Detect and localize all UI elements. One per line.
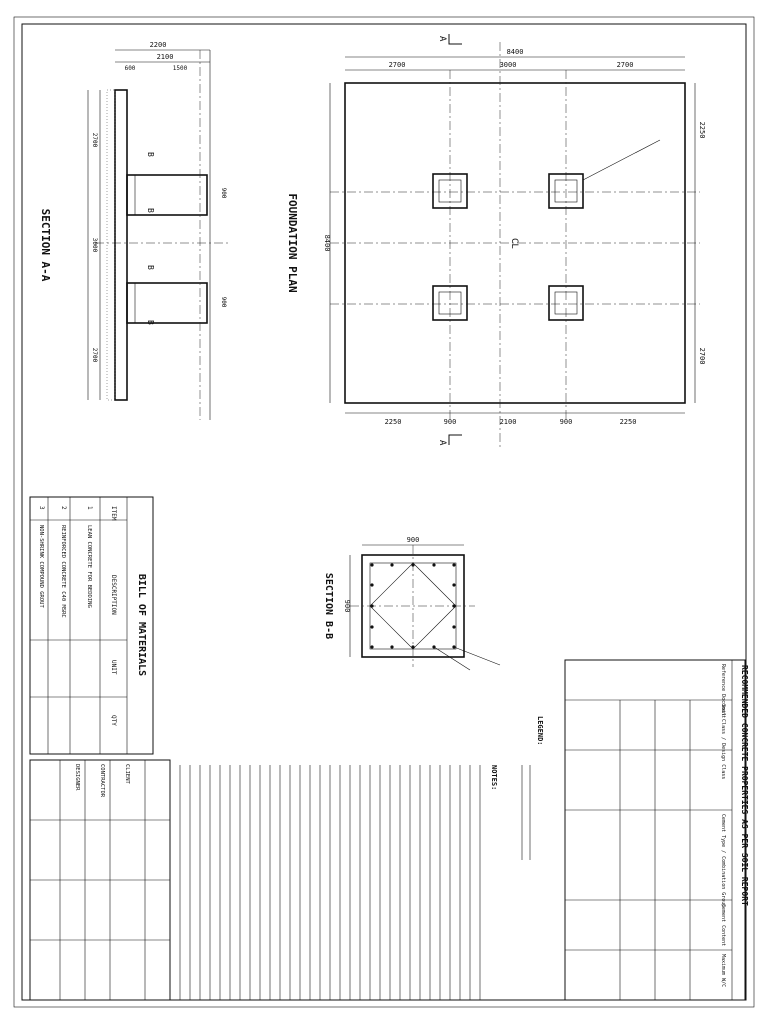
plan-centerline-label: CL — [509, 238, 519, 249]
soil-col-header: Reference Document — [720, 664, 726, 719]
soil-report-title: RECOMMENDED CONCRETE PROPERTIES AS PER SOIL REPORT — [740, 665, 749, 906]
section-aa-dim: 2700 — [91, 132, 98, 148]
bom-row-description: REINFORCED CONCRETE C40 MSRC — [60, 525, 66, 618]
bom-title: BILL OF MATERIALS — [136, 573, 147, 677]
bom-header-item: ITEM — [110, 506, 117, 521]
plan-bottom-dim: 2100 — [499, 418, 517, 426]
section-b-marker: B — [146, 265, 155, 270]
bom-row-description: LEAN CONCRETE FOR BEDDING — [86, 525, 92, 608]
bom-header-unit: UNIT — [110, 660, 117, 675]
section-bb — [323, 536, 500, 670]
plan-bottom-dim: 900 — [559, 418, 573, 426]
bom-row-item: 3 — [38, 506, 45, 510]
plan-overall-dim: 8400 — [506, 48, 524, 56]
section-aa-dim: 2700 — [91, 347, 98, 363]
pedestal-section — [127, 175, 207, 215]
base-slab — [115, 90, 127, 400]
section-aa-dim: 600 — [124, 65, 136, 72]
soil-report-table — [565, 660, 749, 1000]
bom-row-description: NON-SHRINK COMPOUND GROUT — [38, 525, 44, 608]
title-block — [30, 760, 170, 1000]
bom-row-item: 2 — [60, 506, 67, 510]
sheet-outer-border — [14, 17, 754, 1007]
section-bb-title: SECTION B-B — [323, 572, 334, 640]
notes-block — [180, 716, 544, 1000]
section-bb-dim: 900 — [406, 536, 420, 544]
section-b-marker: B — [146, 320, 155, 325]
notes-text-lines — [180, 765, 530, 1000]
title-block-designer-label: DESIGNER — [74, 764, 80, 791]
plan-top-dim: 2700 — [616, 61, 634, 69]
foundation-plan — [286, 34, 706, 450]
svg-text:A: A — [437, 36, 447, 42]
section-marker-a-top — [437, 34, 462, 44]
bom-row-item: 1 — [86, 506, 93, 510]
soil-col-header: Cement Type / Combination Group — [720, 814, 726, 908]
plan-top-dim: 2700 — [388, 61, 406, 69]
legend-heading: LEGEND: — [536, 716, 544, 746]
plan-bottom-dim: 900 — [443, 418, 457, 426]
section-aa-dim: 2100 — [156, 53, 174, 61]
section-aa-dim: 1500 — [172, 65, 188, 72]
section-aa-title: SECTION A-A — [39, 208, 52, 282]
section-aa-dim: 3000 — [91, 237, 98, 253]
section-bb-dim: 900 — [343, 599, 351, 613]
plan-right-dim: 2700 — [698, 347, 706, 365]
section-aa-dim: 900 — [220, 187, 227, 199]
sheet-inner-border — [22, 24, 746, 1000]
soil-col-header: Maximum W/C — [720, 954, 726, 988]
plan-bottom-dim: 2250 — [619, 418, 637, 426]
soil-col-header: Cement Content — [720, 904, 726, 947]
pedestal-section — [127, 283, 207, 323]
svg-text:A: A — [437, 440, 447, 446]
plan-right-dim: 2250 — [698, 121, 706, 139]
section-aa — [39, 41, 230, 420]
plan-bottom-dim: 2250 — [384, 418, 402, 426]
bom-header-qty: QTY — [110, 715, 117, 726]
plan-left-dim: 8400 — [323, 234, 331, 252]
section-aa-dim: 900 — [220, 296, 227, 308]
section-marker-a-bottom — [437, 435, 462, 446]
soil-col-header: Soil Class / Design Class — [720, 704, 726, 780]
section-b-marker: B — [146, 152, 155, 157]
title-block-client-label: CLIENT — [124, 764, 130, 784]
section-b-marker: B — [146, 208, 155, 213]
plan-top-dim: 3000 — [499, 61, 517, 69]
lean-concrete — [107, 90, 115, 400]
title-block-contractor-label: CONTRACTOR — [99, 764, 105, 798]
bom-header-description: DESCRIPTION — [110, 575, 117, 615]
bill-of-materials — [30, 497, 153, 754]
notes-heading: NOTES: — [490, 765, 498, 791]
plan-title: FOUNDATION PLAN — [286, 193, 299, 293]
section-aa-dim: 2200 — [149, 41, 167, 49]
